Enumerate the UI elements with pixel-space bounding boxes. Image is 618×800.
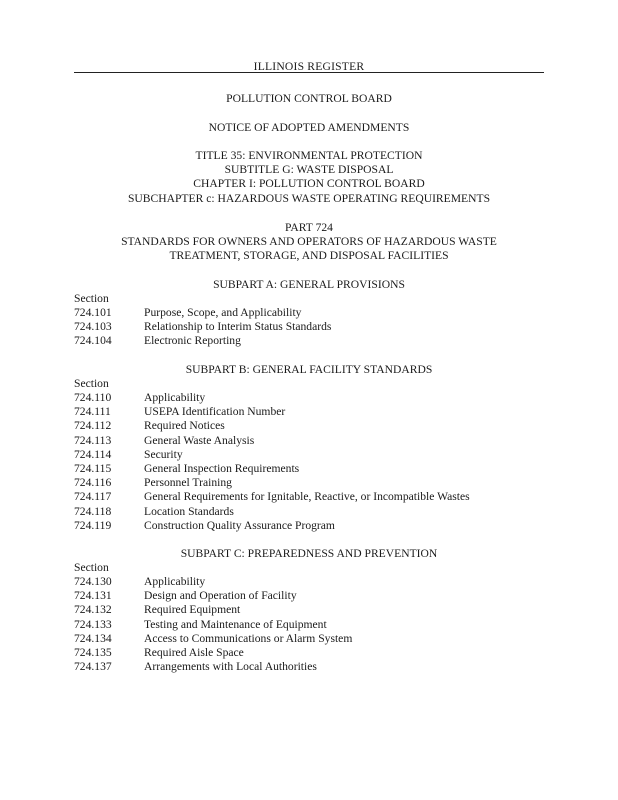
subpart-a-section-list [74, 306, 554, 349]
section-title: Testing and Maintenance of Equipment [144, 617, 327, 631]
section-row [74, 646, 554, 660]
section-number: 724.112 [74, 419, 112, 433]
section-number: 724.110 [74, 391, 112, 404]
section-title: Arrangements with Local Authorities [144, 660, 317, 674]
title-line: TITLE 35: ENVIRONMENTAL PROTECTION [195, 149, 423, 162]
subtitle-line: SUBTITLE G: WASTE DISPOSAL [224, 163, 394, 177]
section-number: 724.137 [74, 660, 112, 674]
section-number: 724.113 [74, 433, 112, 447]
section-row [74, 320, 554, 334]
section-number: 724.103 [74, 320, 112, 334]
board-name: POLLUTION CONTROL BOARD [226, 92, 392, 105]
section-title: Relationship to Interim Status Standards [144, 320, 332, 334]
section-row [74, 306, 554, 320]
section-number: 724.117 [74, 490, 112, 504]
part-number: PART 724 [285, 221, 333, 234]
register-header: ILLINOIS REGISTER [253, 60, 365, 73]
section-number: 724.111 [74, 405, 111, 419]
section-row [74, 462, 554, 476]
section-label: Section [74, 377, 109, 390]
section-row [74, 660, 554, 674]
section-row [74, 575, 554, 589]
section-number: 724.134 [74, 631, 112, 645]
section-row [74, 618, 554, 632]
section-row [74, 405, 554, 419]
title-block [60, 149, 558, 206]
section-row [74, 334, 554, 348]
section-title: Applicability [144, 575, 206, 588]
section-number: 724.118 [74, 504, 112, 518]
section-title: General Waste Analysis [144, 433, 255, 447]
section-label: Section [74, 292, 109, 305]
section-number: 724.130 [74, 575, 112, 588]
section-title: Required Aisle Space [144, 645, 244, 659]
section-title: Required Notices [144, 419, 225, 433]
section-row [74, 490, 554, 504]
section-row [74, 505, 554, 519]
section-row [74, 448, 554, 462]
chapter-line: CHAPTER I: POLLUTION CONTROL BOARD [193, 177, 425, 191]
section-label: Section [74, 561, 109, 574]
section-title: Personnel Training [144, 476, 232, 490]
section-number: 724.119 [74, 518, 112, 532]
section-row [74, 391, 554, 405]
section-number: 724.104 [74, 334, 112, 348]
section-title: Security [144, 447, 183, 461]
notice-title: NOTICE OF ADOPTED AMENDMENTS [208, 121, 410, 134]
section-number: 724.101 [74, 306, 112, 319]
section-row [74, 434, 554, 448]
section-title: General Requirements for Ignitable, Reactive, or Incompatible Wastes [144, 490, 470, 504]
section-row [74, 589, 554, 603]
subpart-c-section-list [74, 575, 554, 674]
section-title: Electronic Reporting [144, 334, 241, 348]
section-title: Applicability [144, 391, 206, 404]
section-title: USEPA Identification Number [144, 405, 286, 419]
section-row [74, 419, 554, 433]
section-title: Design and Operation of Facility [144, 589, 297, 603]
subpart-b-section-list [74, 391, 554, 533]
subchapter-line: SUBCHAPTER c: HAZARDOUS WASTE OPERATING REQUIREMENTS [127, 191, 491, 205]
section-title: General Inspection Requirements [144, 461, 300, 475]
section-title: Construction Quality Assurance Program [144, 518, 335, 532]
subpart-b-heading: SUBPART B: GENERAL FACILITY STANDARDS [185, 363, 433, 376]
section-number: 724.132 [74, 603, 112, 617]
subpart-c-heading: SUBPART C: PREPAREDNESS AND PREVENTION [180, 547, 438, 560]
section-number: 724.116 [74, 476, 112, 490]
part-name-line-2: TREATMENT, STORAGE, AND DISPOSAL FACILITIES [169, 249, 449, 263]
section-number: 724.133 [74, 617, 112, 631]
part-name-line-1: STANDARDS FOR OWNERS AND OPERATORS OF HAZARDOUS WASTE [121, 235, 497, 249]
section-row [74, 603, 554, 617]
section-title: Required Equipment [144, 603, 241, 617]
section-number: 724.135 [74, 645, 112, 659]
section-title: Location Standards [144, 504, 234, 518]
subpart-a-heading: SUBPART A: GENERAL PROVISIONS [213, 278, 405, 291]
section-number: 724.131 [74, 589, 112, 603]
section-row [74, 519, 554, 533]
section-number: 724.114 [74, 447, 112, 461]
header-rule [74, 72, 544, 73]
part-block [60, 221, 558, 264]
section-number: 724.115 [74, 461, 112, 475]
section-title: Access to Communications or Alarm System [144, 631, 353, 645]
section-row [74, 476, 554, 490]
section-title: Purpose, Scope, and Applicability [144, 306, 302, 319]
section-row [74, 632, 554, 646]
